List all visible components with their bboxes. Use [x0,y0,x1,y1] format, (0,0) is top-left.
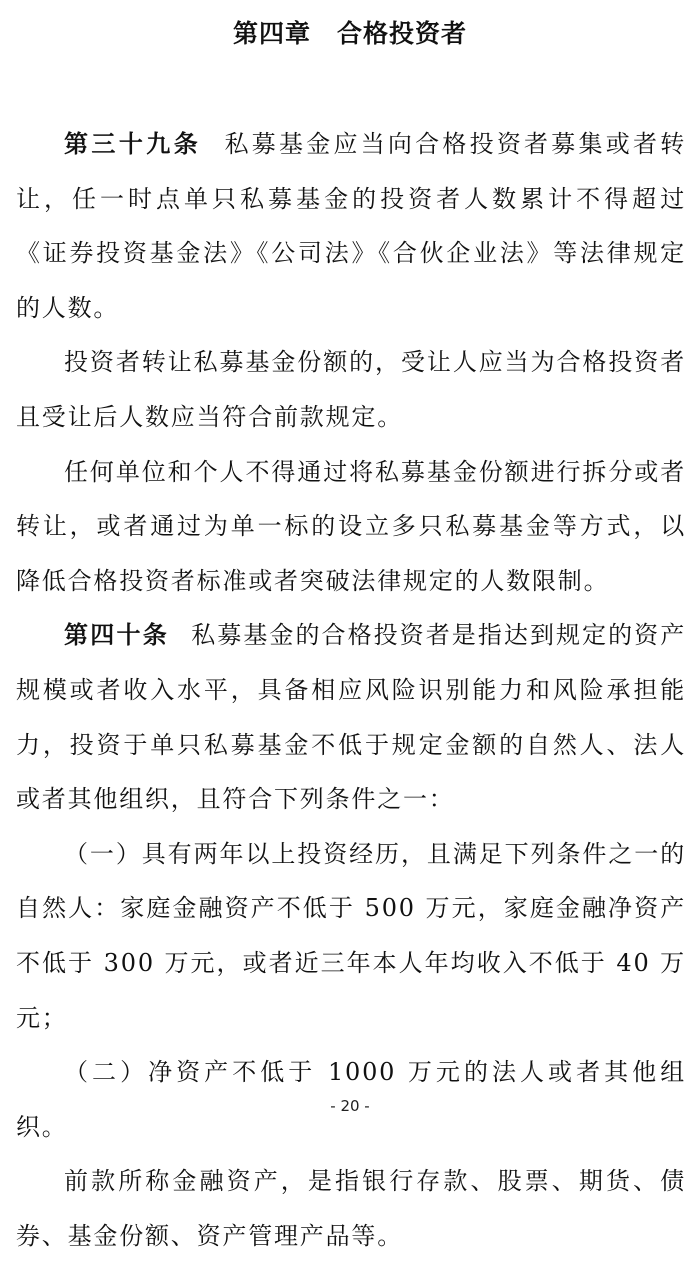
article-40-paragraph-1 [16,608,686,826]
article-39-paragraph-3: 任何单位和个人不得通过将私募基金份额进行拆分或者转让，或者通过为单一标的设立多只私募基金等方式，以降低合格投资者标准或者突破法律规定的人数限制。 [16,457,686,595]
article-40-text-1: 私募基金的合格投资者是指达到规定的资产规模或者收入水平，具备相应风险识别能力和风险承担能力，投资于单只私募基金不低于规定金额的自然人、法人或者其他组织，且符合下列条件之一： [16,621,687,814]
article-40-item-1: （一）具有两年以上投资经历，且满足下列条件之一的自然人：家庭金融资产不低于 500 万元，家庭金融净资产不低于 300 万元，或者近三年本人年均收入不低于 40 万元； [16,839,686,1032]
article-40-label: 第四十条 [64,621,170,650]
page-number: - 20 - [330,1097,370,1115]
document-body [16,117,686,1263]
article-39-paragraph-1 [16,117,686,335]
article-40-item-2: （二）净资产不低于 1000 万元的法人或者其他组织。 [16,1058,686,1141]
article-39-paragraph-2: 投资者转让私募基金份额的，受让人应当为合格投资者且受让后人数应当符合前款规定。 [16,348,686,431]
article-39-text-1: 私募基金应当向合格投资者募集或者转让，任一时点单只私募基金的投资者人数累计不得超过《证券投资基金法》《公司法》《合伙企业法》等法律规定的人数。 [16,130,686,322]
article-39-label: 第三十九条 [64,130,202,158]
article-40-paragraph-2: 前款所称金融资产，是指银行存款、股票、期货、债券、基金份额、资产管理产品等。 [16,1167,686,1250]
chapter-title: 第四章 合格投资者 [232,19,467,48]
